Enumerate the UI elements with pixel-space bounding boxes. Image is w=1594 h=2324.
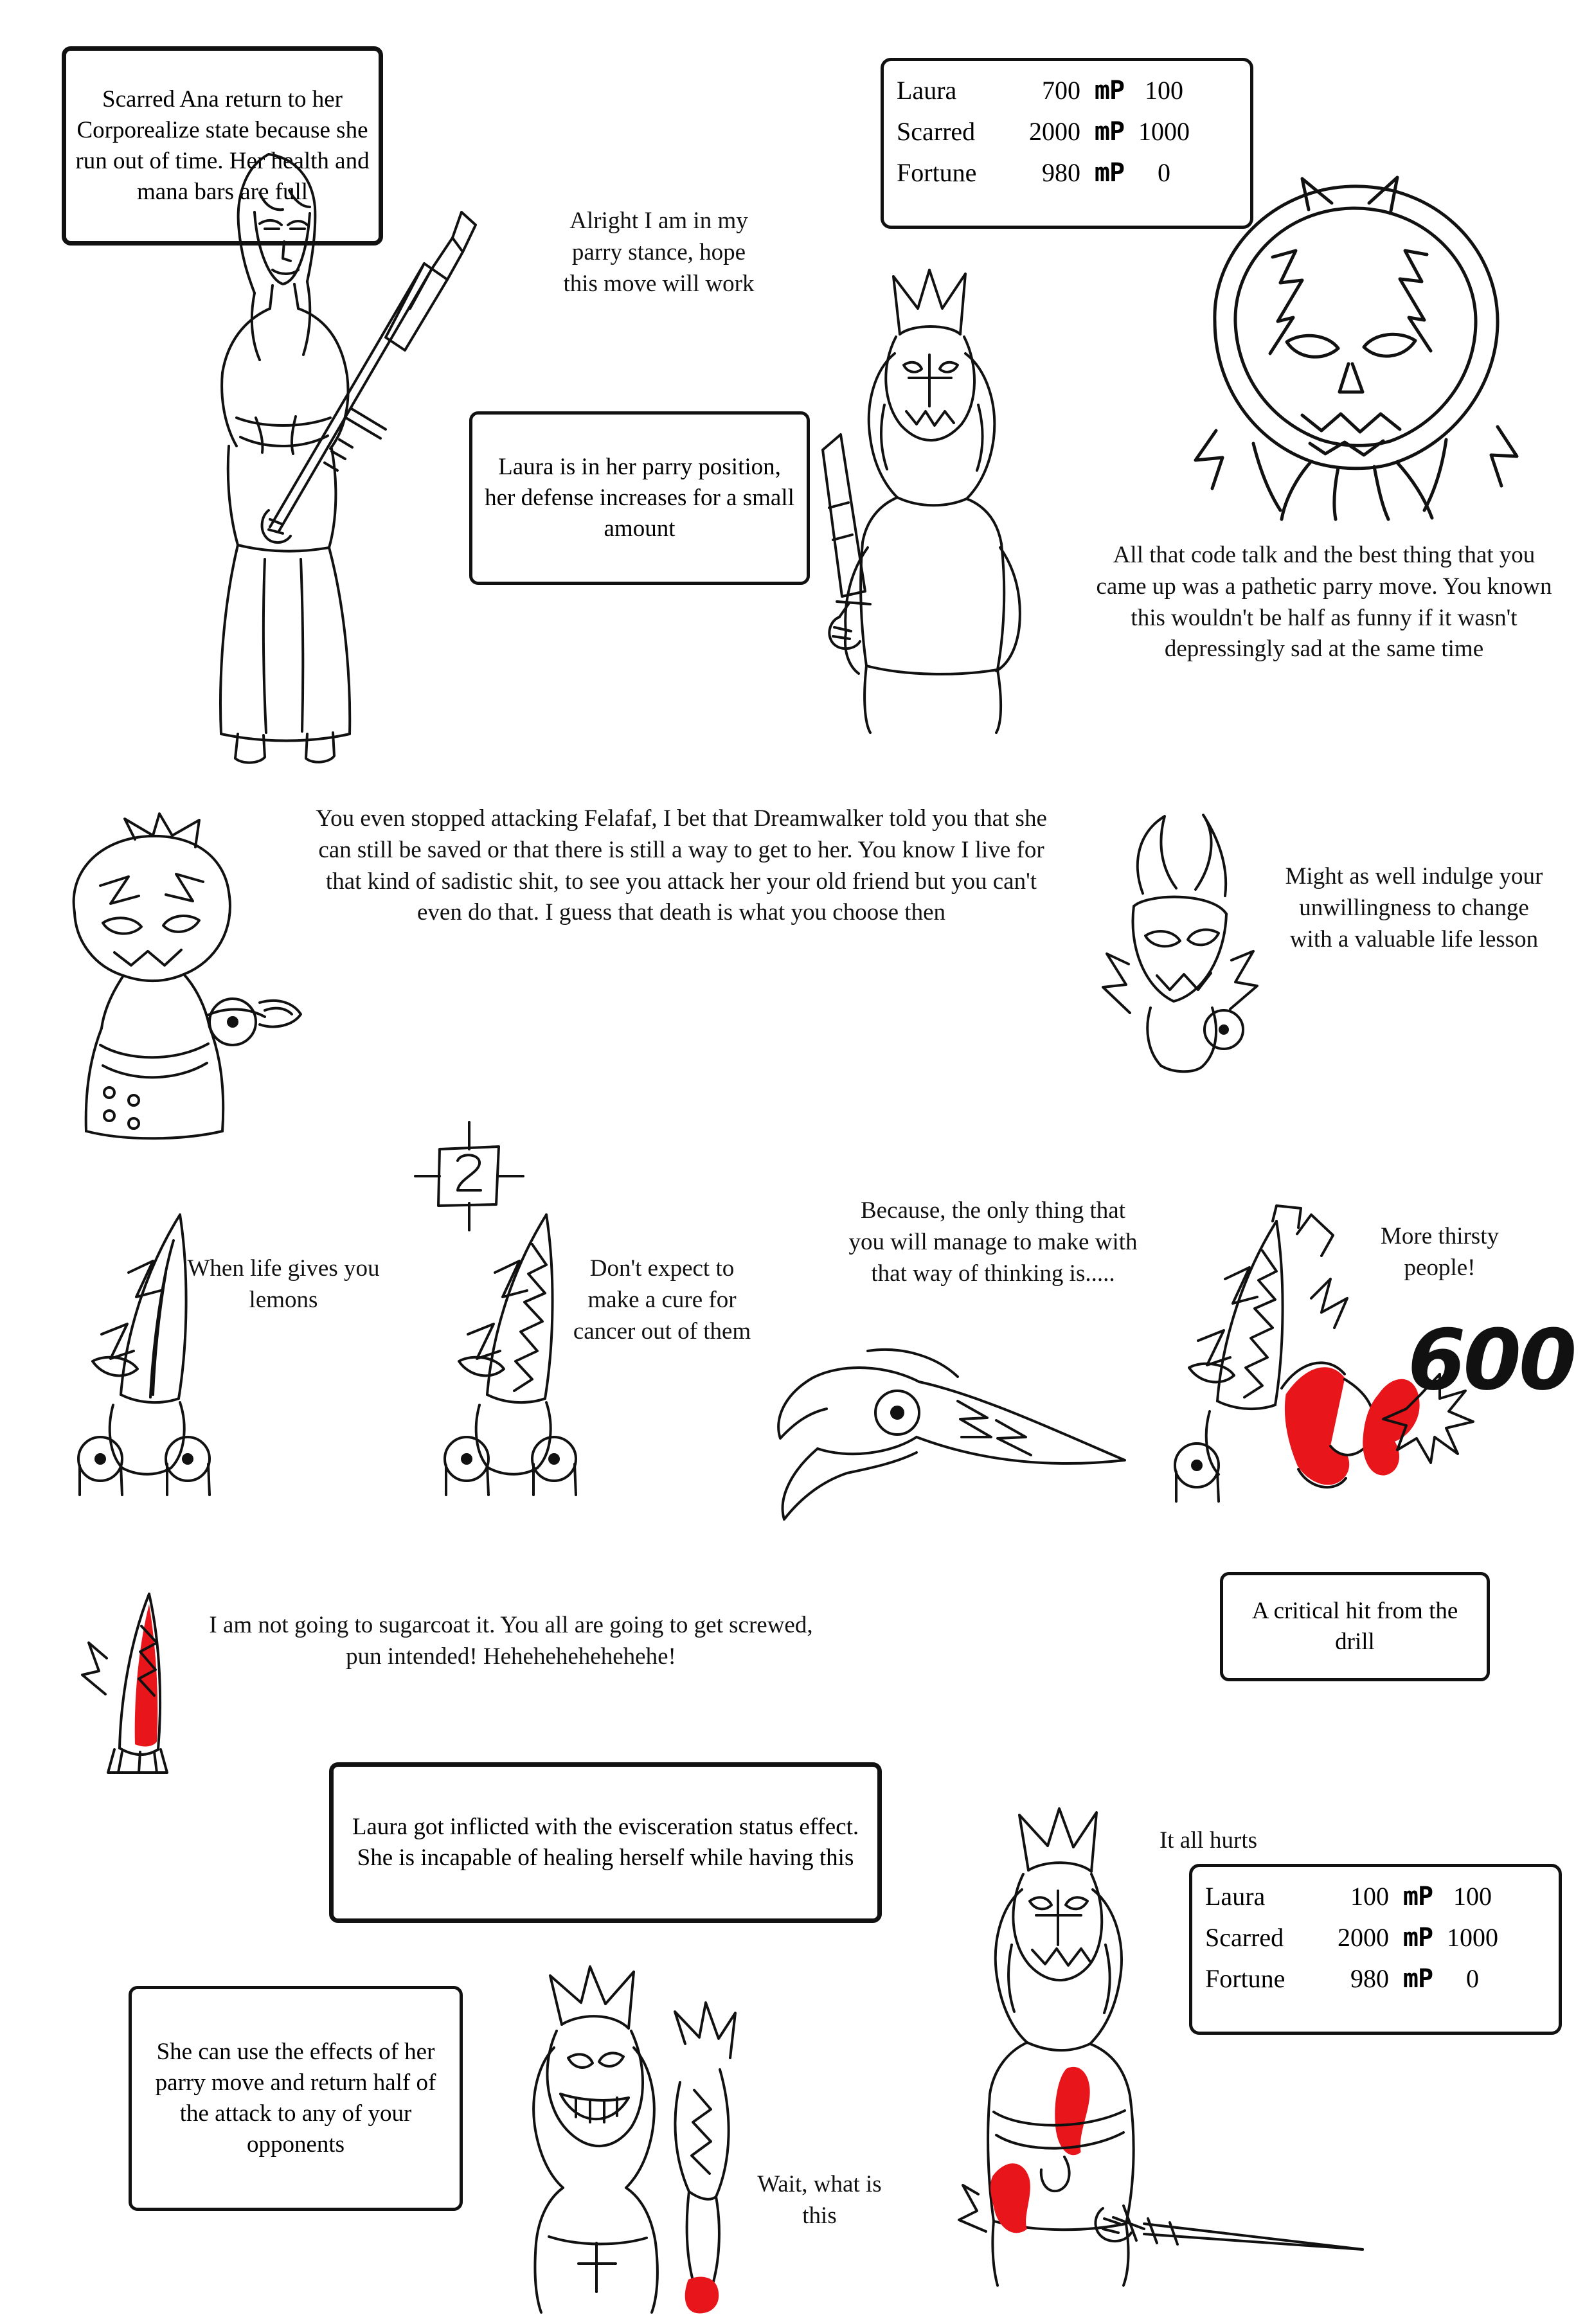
caption-text: Laura is in her parry position, her defense increases for a small amount	[485, 453, 794, 542]
caption-lemons: When life gives you lemons	[187, 1255, 380, 1313]
caption-text: Scarred Ana return to her Corporealize state because she run out of time. Her health and mana bars are full	[75, 85, 370, 206]
drill-head-figure-1	[51, 1202, 244, 1504]
small-bloody-drill-figure	[77, 1587, 206, 1780]
stat-mp: 100	[1145, 76, 1183, 105]
stat-name: Laura	[897, 76, 957, 105]
stat-row	[897, 70, 1237, 111]
scarred-skull-head-figure	[1176, 161, 1536, 521]
stat-row	[897, 111, 1237, 152]
drill-beak-figure	[765, 1311, 1138, 1530]
caption-because-only-thing: Because, the only thing that you will manage to make with that way of thinking is.....	[848, 1197, 1138, 1287]
laura-parry-stance-figure	[803, 257, 1099, 733]
stat-name: Scarred	[897, 117, 976, 146]
caption-text: A critical hit from the drill	[1251, 1597, 1458, 1655]
stat-mp: 0	[1466, 1964, 1479, 1993]
caption-stopped-attacking: You even stopped attacking Felafaf, I bet that Dreamwalker told you that she can still be saved or that there is still a way to get to her. You know I live for that kind of sadistic shit, to see you attack her your old friend but you can't even do that. I guess that death is what you choose then	[316, 805, 1047, 926]
stat-hp: 2000	[1338, 1923, 1389, 1952]
fortune-arms-crossed-figure	[39, 810, 309, 1144]
stat-name: Laura	[1205, 1882, 1266, 1911]
caption-parry-return	[129, 1986, 463, 2211]
caption-sugarcoat: I am not going to sugarcoat it. You all are going to get screwed, pun intended! Hehehehehehehehe!	[209, 1612, 813, 1670]
drill-head-figure-2	[418, 1202, 611, 1504]
stat-mp-label: mP	[1402, 1964, 1433, 1994]
stat-name: Scarred	[1205, 1923, 1284, 1952]
caption-text: Laura got inflicted with the evisceration status effect. She is incapable of healing herself while having this	[352, 1813, 859, 1871]
stat-hp: 980	[1042, 158, 1080, 187]
stat-mp-label: mP	[1094, 76, 1125, 105]
stat-mp-label: mP	[1094, 117, 1125, 147]
caption-more-thirsty: More thirsty people!	[1381, 1223, 1499, 1281]
stat-hp: 100	[1350, 1882, 1389, 1911]
stat-mp-label: mP	[1402, 1923, 1433, 1953]
stat-mp-label: mP	[1402, 1882, 1433, 1911]
damage-number: 600	[1408, 1311, 1575, 1409]
stat-name: Fortune	[1205, 1964, 1285, 1993]
horned-head-figure	[1067, 803, 1273, 1086]
stat-mp-label: mP	[1094, 158, 1125, 188]
caption-it-all-hurts: It all hurts	[1159, 1827, 1258, 1854]
caption-laura-parry-defense	[469, 411, 810, 585]
caption-evisceration	[329, 1762, 882, 1923]
grinning-skull-figure	[514, 1941, 784, 2314]
caption-text: She can use the effects of her parry move and return half of the attack to any of your opponents	[155, 2038, 436, 2158]
stat-hp: 700	[1042, 76, 1080, 105]
stat-mp: 0	[1158, 158, 1170, 187]
caption-indulge: Might as well indulge your unwillingness to change with a valuable life lesson	[1285, 863, 1543, 952]
caption-parry-stance: Alright I am in my parry stance, hope this move will work	[563, 208, 755, 297]
stat-name: Fortune	[897, 158, 977, 187]
stat-mp: 1000	[1138, 117, 1190, 146]
caption-critical-hit	[1220, 1572, 1490, 1681]
caption-wait-what: Wait, what is this	[757, 2171, 882, 2229]
stat-mp: 1000	[1447, 1923, 1498, 1952]
stat-mp: 100	[1453, 1882, 1492, 1911]
caption-dont-expect: Don't expect to make a cure for cancer out of them	[573, 1255, 751, 1345]
laura-wounded-figure	[951, 1800, 1375, 2288]
caption-code-talk: All that code talk and the best thing that you came up was a pathetic parry move. You known this wouldn't be half as funny if it wasn't depressingly sad at the same time	[1096, 542, 1552, 663]
stat-hp: 980	[1350, 1964, 1389, 1993]
stat-hp: 2000	[1029, 117, 1080, 146]
